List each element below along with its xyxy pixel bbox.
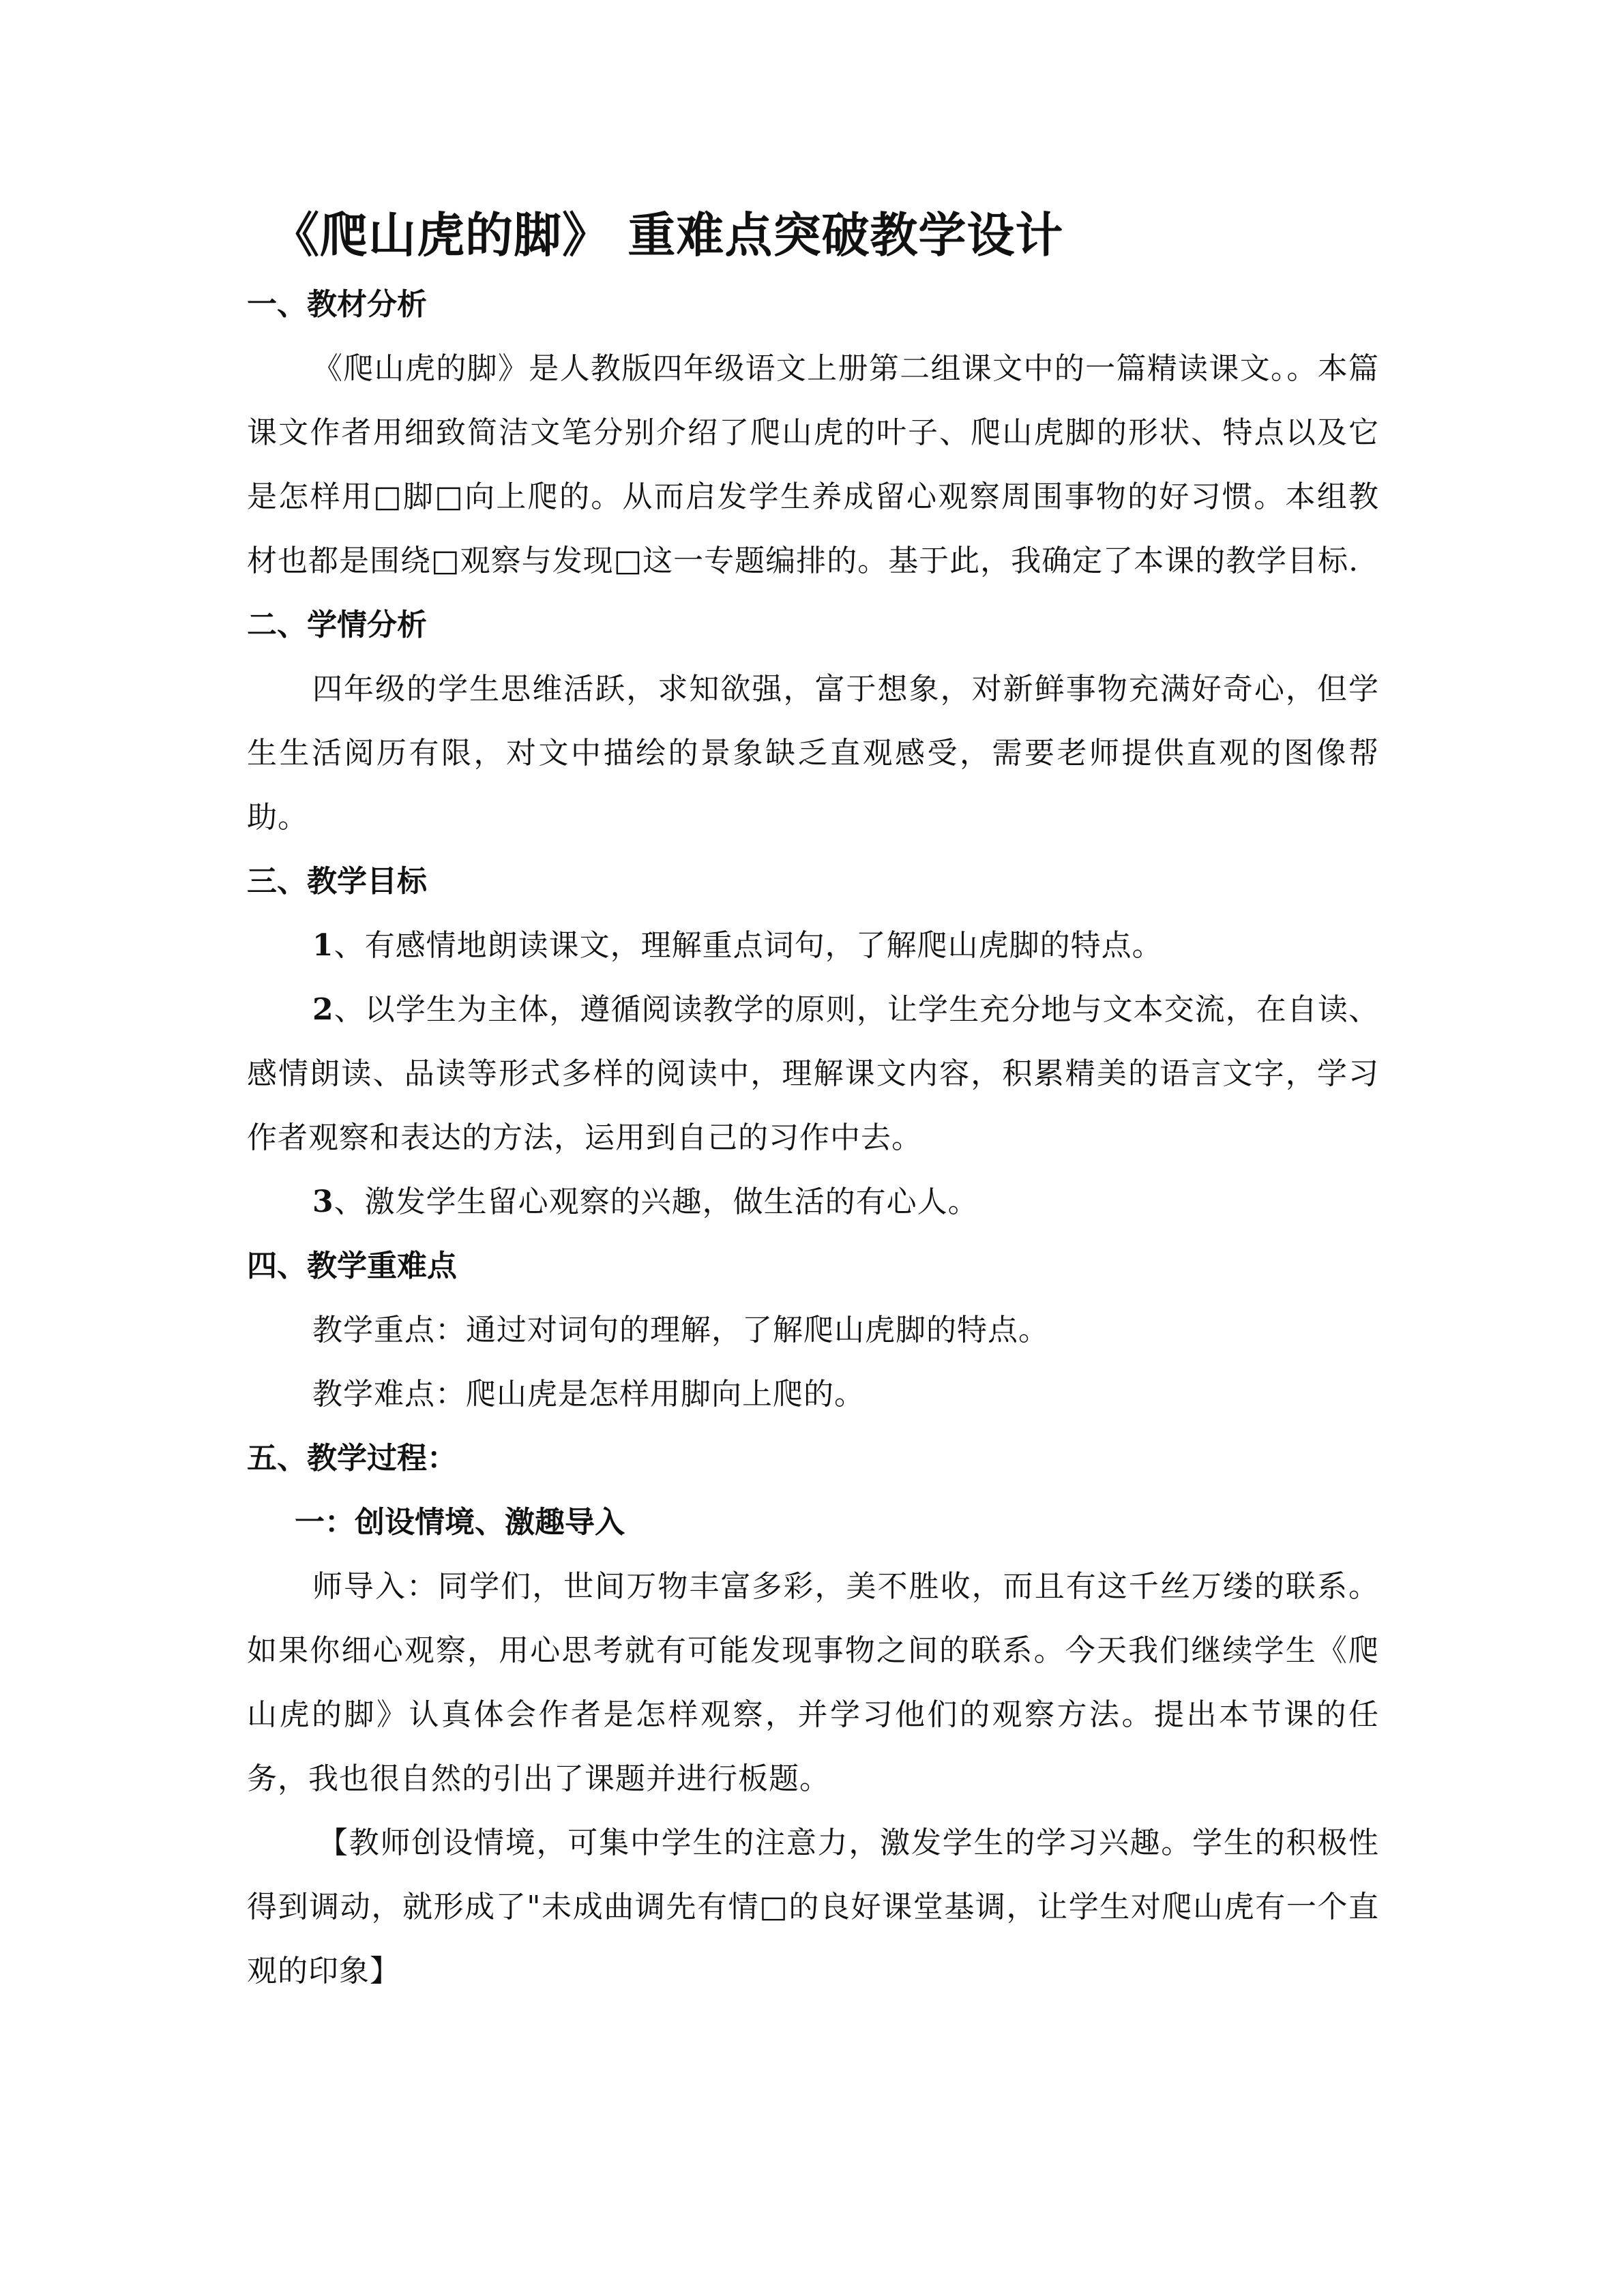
document-body: [247, 198, 1379, 2003]
goal-item-2: [247, 978, 1379, 1170]
paragraph-teacher-note: 【教师创设情境，可集中学生的注意力，激发学生的学习兴趣。学生的积极性得到调动，就形成了"未成曲调先有情□的良好课堂基调，让学生对爬山虎有一个直观的印象】: [247, 1825, 1379, 1988]
section-heading-textbook-analysis: 一、教材分析: [247, 287, 427, 322]
goal-number-1: 1: [312, 928, 334, 963]
goal-text-2: 、以学生为主体，遵循阅读教学的原则，让学生充分地与文本交流，在自读、感情朗读、品读等形式多样的阅读中，理解课文内容，积累精美的语言文字，学习作者观察和表达的方法，运用到自己的习作中去。: [247, 992, 1379, 1155]
goal-item-1: [247, 914, 1379, 978]
section-heading-teaching-goals: 三、教学目标: [247, 864, 427, 899]
goal-text-1: 、有感情地朗读课文，理解重点词句，了解爬山虎脚的特点。: [334, 928, 1163, 963]
goal-number-2: 2: [312, 992, 334, 1027]
section-heading-teaching-process: 五、教学过程：: [247, 1441, 457, 1476]
paragraph-difficult-point: 教学难点：爬山虎是怎样用脚向上爬的。: [312, 1377, 865, 1412]
section-heading-key-difficult-points: 四、教学重难点: [247, 1249, 457, 1283]
step-heading-intro: 一：创设情境、激趣导入: [295, 1505, 625, 1540]
goal-text-3: 、激发学生留心观察的兴趣，做生活的有心人。: [334, 1184, 979, 1219]
paragraph-teacher-intro: 师导入：同学们，世间万物丰富多彩，美不胜收，而且有这千丝万缕的联系。如果你细心观察，用心思考就有可能发现事物之间的联系。今天我们继续学生《爬山虎的脚》认真体会作者是怎样观察，并学习他们的观察方法。提出本节课的任务，我也很自然的引出了课题并进行板题。: [247, 1569, 1379, 1796]
paragraph-key-point: 教学重点：通过对词句的理解，了解爬山虎脚的特点。: [312, 1313, 1049, 1347]
paragraph-textbook-analysis: 《爬山虎的脚》是人教版四年级语文上册第二组课文中的一篇精读课文。。本篇课文作者用细致简洁文笔分别介绍了爬山虎的叶子、爬山虎脚的形状、特点以及它是怎样用□脚□向上爬的。从而启发学生养成留心观察周围事物的好习惯。本组教材也都是围绕□观察与发现□这一专题编排的。基于此，我确定了本课的教学目标.: [247, 351, 1379, 578]
goal-number-3: 3: [312, 1184, 334, 1219]
goal-item-3: [247, 1170, 1379, 1234]
section-heading-student-analysis: 二、学情分析: [247, 608, 427, 642]
paragraph-student-analysis: 四年级的学生思维活跃，求知欲强，富于想象，对新鲜事物充满好奇心，但学生生活阅历有限，对文中描绘的景象缺乏直观感受，需要老师提供直观的图像帮助。: [247, 672, 1379, 835]
document-title: 《爬山虎的脚》 重难点突破教学设计: [271, 207, 1064, 263]
